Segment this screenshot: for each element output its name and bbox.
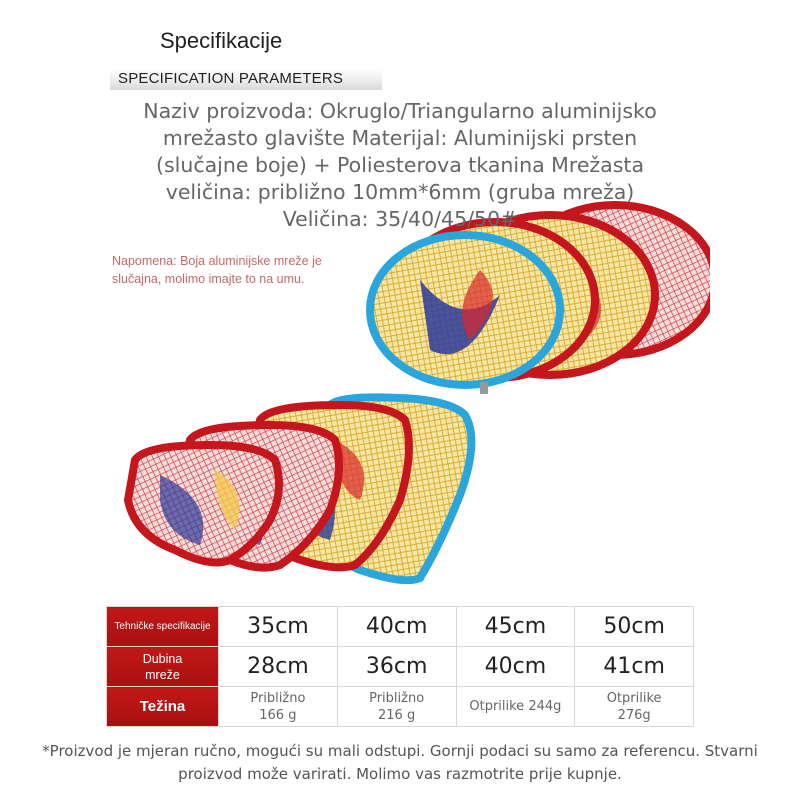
description-line: veličina: približno 10mm*6mm (gruba mreža) [165, 180, 635, 204]
row-header-net-depth [107, 647, 219, 687]
description-line: (slučajne boje) + Poliesterova tkanina Mrežasta [155, 153, 645, 177]
row-header-weight: Težina [107, 687, 219, 727]
table-cell [575, 687, 694, 727]
footnote-line: *Proizvod je mjeran ručno, mogući su mali odstupi. Gornji podaci su samo za referencu. Stvarni [42, 742, 758, 760]
row-header-line: Dubina [142, 651, 183, 666]
table-row [107, 607, 694, 647]
disclaimer-footnote [0, 740, 800, 786]
table-cell: 40cm [456, 647, 575, 687]
table-row [107, 687, 694, 727]
cell-line: 216 g [378, 707, 416, 723]
table-cell [219, 687, 338, 727]
cell-line: 276g [617, 707, 651, 723]
table-cell: 45cm [456, 607, 575, 647]
note-line: slučajna, molimo imajte to na umu. [112, 272, 305, 286]
color-note [112, 252, 372, 288]
row-header-specs: Tehničke specifikacije [107, 607, 219, 647]
description-line: Naziv proizvoda: Okruglo/Triangularno aluminijsko [143, 99, 657, 123]
spec-table [106, 606, 694, 727]
table-cell [456, 687, 575, 727]
cell-line: Približno [250, 690, 306, 706]
page-title: Specifikacije [160, 28, 283, 53]
cell-line: Otprilike [606, 690, 662, 706]
table-cell: 35cm [219, 607, 338, 647]
row-header-line: mreže [145, 667, 180, 682]
note-line: Napomena: Boja aluminijske mreže je [112, 254, 322, 268]
table-cell [337, 687, 456, 727]
table-cell: 41cm [575, 647, 694, 687]
page-subtitle: SPECIFICATION PARAMETERS [118, 70, 344, 87]
table-cell: 50cm [575, 607, 694, 647]
footnote-line: proizvod može varirati. Molimo vas razmotrite prije kupnje. [178, 765, 622, 783]
description-line: Veličina: 35/40/45/50# [282, 207, 518, 231]
table-cell: 28cm [219, 647, 338, 687]
table-cell: 36cm [337, 647, 456, 687]
table-row [107, 647, 694, 687]
cell-line: 166 g [259, 707, 297, 723]
cell-line: Približno [369, 690, 425, 706]
cell-line: Otprilike 244g [469, 699, 562, 714]
table-cell: 40cm [337, 607, 456, 647]
product-description [90, 98, 710, 233]
description-line: mrežasto glavište Materijal: Aluminijski prsten [162, 126, 638, 150]
